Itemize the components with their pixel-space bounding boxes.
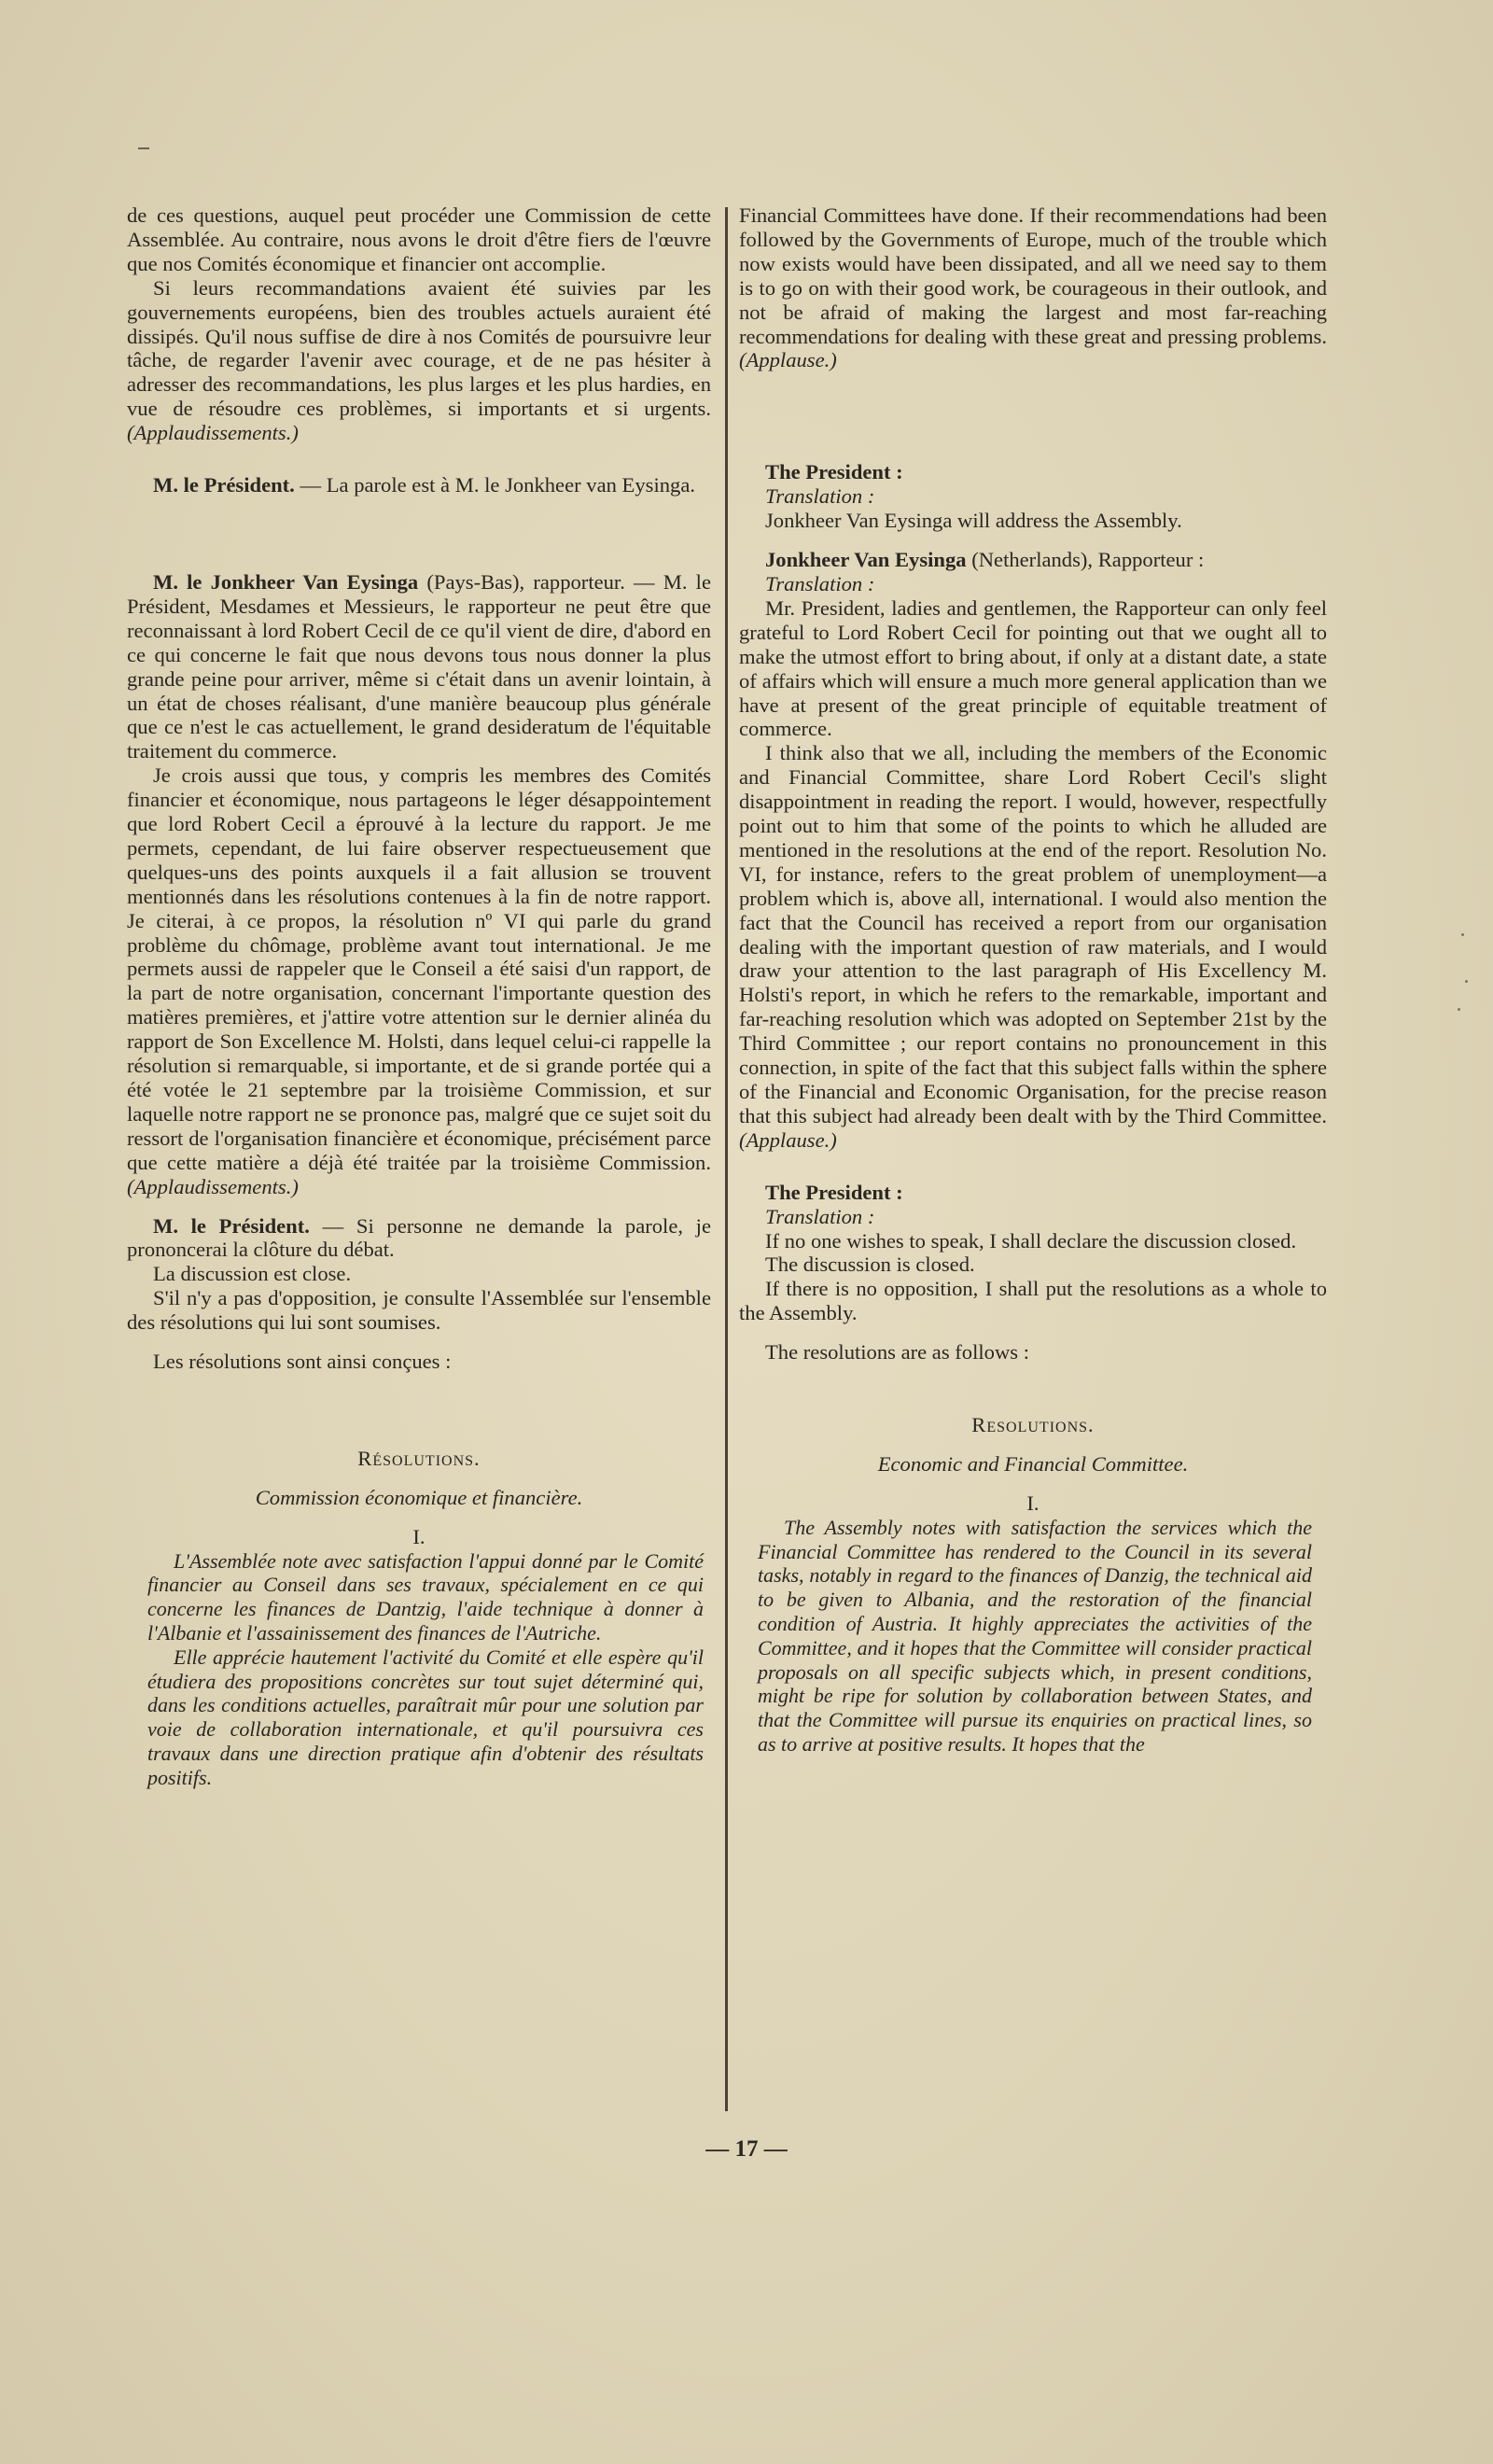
paragraph: Mr. President, ladies and gentlemen, the Rapporteur can only feel grateful to Lord Robert Cecil for pointing out that we ought all to make the utmost effort to bring about, if only at a distant date, a state of affairs which will ensure a much more general application than we have at present of the great principle of equitable treatment of commerce. xyxy=(739,595,1327,741)
speech-text: M. le Président, Mesdames et Messieurs, le rapporteur ne peut être que reconnaissant à lord Robert Cecil de ce qu'il vient de dire, d'abord en ce qui concerne le fait que nous devons tous nous donner la plus grande peine pour arriver, même si c'était dans un avenir lointain, à un état de choses réalisant, d'une manière beaucoup plus générale que ce n'est le cas actuellement, le grand desideratum de l'équitable traitement du commerce. xyxy=(127,569,711,763)
paragraph: S'il n'y a pas d'opposition, je consulte l'Assemblée sur l'ensemble des résolutions qui lui sont soumises. xyxy=(127,1286,711,1335)
paragraph xyxy=(739,203,1327,372)
paragraph: Les résolutions sont ainsi conçues : xyxy=(153,1350,452,1374)
paragraph: La discussion est close. xyxy=(153,1262,352,1286)
resolution-paragraph: Elle apprécie hautement l'activité du Comité et elle espère qu'il étudiera des propositions concrètes sur tout sujet déterminé qui, dans les conditions actuelles, paraîtrait mûr pour une solution par voie de collaboration internationale, et qu'il poursuivra ces travaux dans une direction pratique afin d'obtenir des résultats positifs. xyxy=(147,1645,704,1789)
applause-note: (Applause.) xyxy=(739,1127,837,1152)
speaker-name: The President : xyxy=(765,460,903,484)
paragraph xyxy=(739,741,1327,1152)
speaker-role: (Pays-Bas), rapporteur. — xyxy=(418,569,655,594)
paper-speck xyxy=(1461,933,1464,936)
paragraph: Jonkheer Van Eysinga will address the Assembly. xyxy=(765,509,1182,533)
speaker-role: (Netherlands), Rapporteur : xyxy=(966,548,1205,572)
french-column xyxy=(127,203,711,1790)
resolutions-heading: Résolutions. xyxy=(357,1446,481,1470)
speaker-paragraph xyxy=(739,460,1327,484)
applause-note: (Applaudissements.) xyxy=(127,1174,299,1198)
paragraph-text: Je crois aussi que tous, y compris les membres des Comités financier et économique, nous partageons le léger désappointement que lord Robert Cecil a éprouvé à la lecture du rapport. Je me permets, cependant, de lui faire observer respectueusement que quelques-uns des points auxquels il a fait allusion se trouvent mentionnés dans les résolutions contenues à la fin de notre rapport. Je citerai, à ce propos, la résolution nº VI qui parle du grand problème du chômage, problème avant tout international. Je me permets aussi de rappeler que le Conseil a été saisi d'un rapport, de la part de notre organisation, concernant l'importante question des matières premières, et j'attire votre attention sur le dernier alinéa du rapport de Son Excellence M. Holsti, dans lequel celui-ci rappelle la résolution si remarquable, si importante, et de si grande portée qui a été votée le 21 septembre par la troisième Commission, et sur laquelle notre rapport ne se prononce pas, malgré que ce sujet soit du ressort de l'organisation financière et économique, précisément parce que cette matière a déjà été traitée par la troisième Commission. xyxy=(127,763,711,1174)
translation-label: Translation : xyxy=(765,571,875,595)
speech-text: — La parole est à M. le Jonkheer van Eysinga. xyxy=(294,473,695,497)
translation-label: Translation : xyxy=(765,1204,875,1228)
paragraph xyxy=(127,763,711,1198)
speaker-paragraph xyxy=(739,1181,1327,1205)
page-number: — 17 — xyxy=(705,2136,788,2162)
speaker-paragraph xyxy=(127,473,711,497)
resolution-paragraph: L'Assemblée note avec satisfaction l'appui donné par le Comité financier au Conseil dans ses travaux, spécialement en ce qui concerne les finances de Dantzig, l'aide technique à donner à l'Albanie et l'assainissement des finances de l'Autriche. xyxy=(147,1548,704,1645)
paper-speck xyxy=(1458,1008,1460,1011)
committee-heading: Commission économique et financière. xyxy=(255,1485,583,1509)
resolution-number: I. xyxy=(1026,1491,1040,1515)
english-column xyxy=(739,203,1327,1757)
paragraph-text: Financial Committees have done. If their recommendations had been followed by the Governments of Europe, much of the trouble which now exists would have been dissipated, and all we need say to them is to go on with their good work, be courageous in their outlook, and not be afraid of making the largest and most far-reaching recommendations for dealing with these great and pressing problems. xyxy=(739,203,1327,348)
speaker-name: M. le Président. xyxy=(153,1213,310,1238)
paragraph-text: I think also that we all, including the members of the Economic and Financial Committee, share Lord Robert Cecil's slight disappointment in reading the report. I would, however, respectfully point out to him that some of the points to which he alluded are mentioned in the resolutions at the end of the report. Resolution No. VI, for instance, refers to the great problem of unemployment—a problem which is, above all, international. I would also mention the fact that the Council has received a report from our organisation dealing with the important question of raw materials, and I would draw your attention to the last paragraph of His Excellency M. Holsti's report, in which he refers to the remarkable, important and far-reaching resolution which was adopted on September 21st by the Third Committee ; our report contains no pronouncement in this connection, in spite of the fact that this subject falls within the sphere of the Financial and Economic Organisation, for the precise reason that this subject had already been dealt with by the Third Committee. xyxy=(739,741,1327,1127)
paragraph: If no one wishes to speak, I shall declare the discussion closed. xyxy=(765,1228,1297,1253)
committee-heading: Economic and Financial Committee. xyxy=(877,1451,1189,1476)
speaker-name: M. le Jonkheer Van Eysinga xyxy=(153,569,419,594)
paragraph: The resolutions are as follows : xyxy=(765,1340,1029,1365)
speaker-name: M. le Président. xyxy=(153,473,295,497)
paper-speck xyxy=(1465,980,1468,983)
margin-mark xyxy=(138,147,149,149)
translation-label: Translation : xyxy=(765,484,875,509)
speaker-paragraph xyxy=(739,548,1327,572)
resolutions-heading: Resolutions. xyxy=(971,1413,1095,1437)
speaker-name: The President : xyxy=(765,1180,903,1204)
column-divider xyxy=(725,207,728,2111)
resolution-paragraph: The Assembly notes with satisfaction the services which the Financial Committee has rendered to the Council in its several tasks, notably in regard to the finances of Danzig, the technical aid to be given to Albania, and the restoration of the financial condition of Austria. It highly appreciates the activities of the Committee, and it hopes that the Committee will consider practical proposals on all specific subjects which, in present conditions, might be ripe for solution by collaboration between States, and that the Committee will pursue its enquiries on practical lines, so as to arrive at positive results. It hopes that the xyxy=(758,1515,1312,1756)
speech-text: — Si personne ne demande la parole, je prononcerai la clôture du débat. xyxy=(127,1213,711,1262)
paragraph: The discussion is closed. xyxy=(765,1253,975,1277)
paragraph: If there is no opposition, I shall put the resolutions as a whole to the Assembly. xyxy=(739,1277,1327,1325)
speaker-name: Jonkheer Van Eysinga xyxy=(765,548,967,572)
speaker-paragraph xyxy=(127,570,711,763)
applause-note: (Applaudissements.) xyxy=(127,421,299,445)
paragraph xyxy=(127,276,711,445)
paragraph: de ces questions, auquel peut procéder une Commission de cette Assemblée. Au contraire, nous avons le droit d'être fiers de l'œuvre que nos Comités économique et financier ont accomplie. xyxy=(127,203,711,275)
speaker-paragraph xyxy=(127,1214,711,1263)
paragraph-text: Si leurs recommandations avaient été suivies par les gouvernements européens, bien des troubles actuels auraient été dissipés. Qu'il nous suffise de dire à nos Comités de poursuivre leur tâche, de regarder l'avenir avec courage, et de ne pas hésiter à adresser des recommandations, les plus larges et les plus hardies, en vue de résoudre ces problèmes, si importants et si urgents. xyxy=(127,275,711,421)
applause-note: (Applause.) xyxy=(739,348,837,372)
resolution-number: I. xyxy=(412,1524,426,1548)
